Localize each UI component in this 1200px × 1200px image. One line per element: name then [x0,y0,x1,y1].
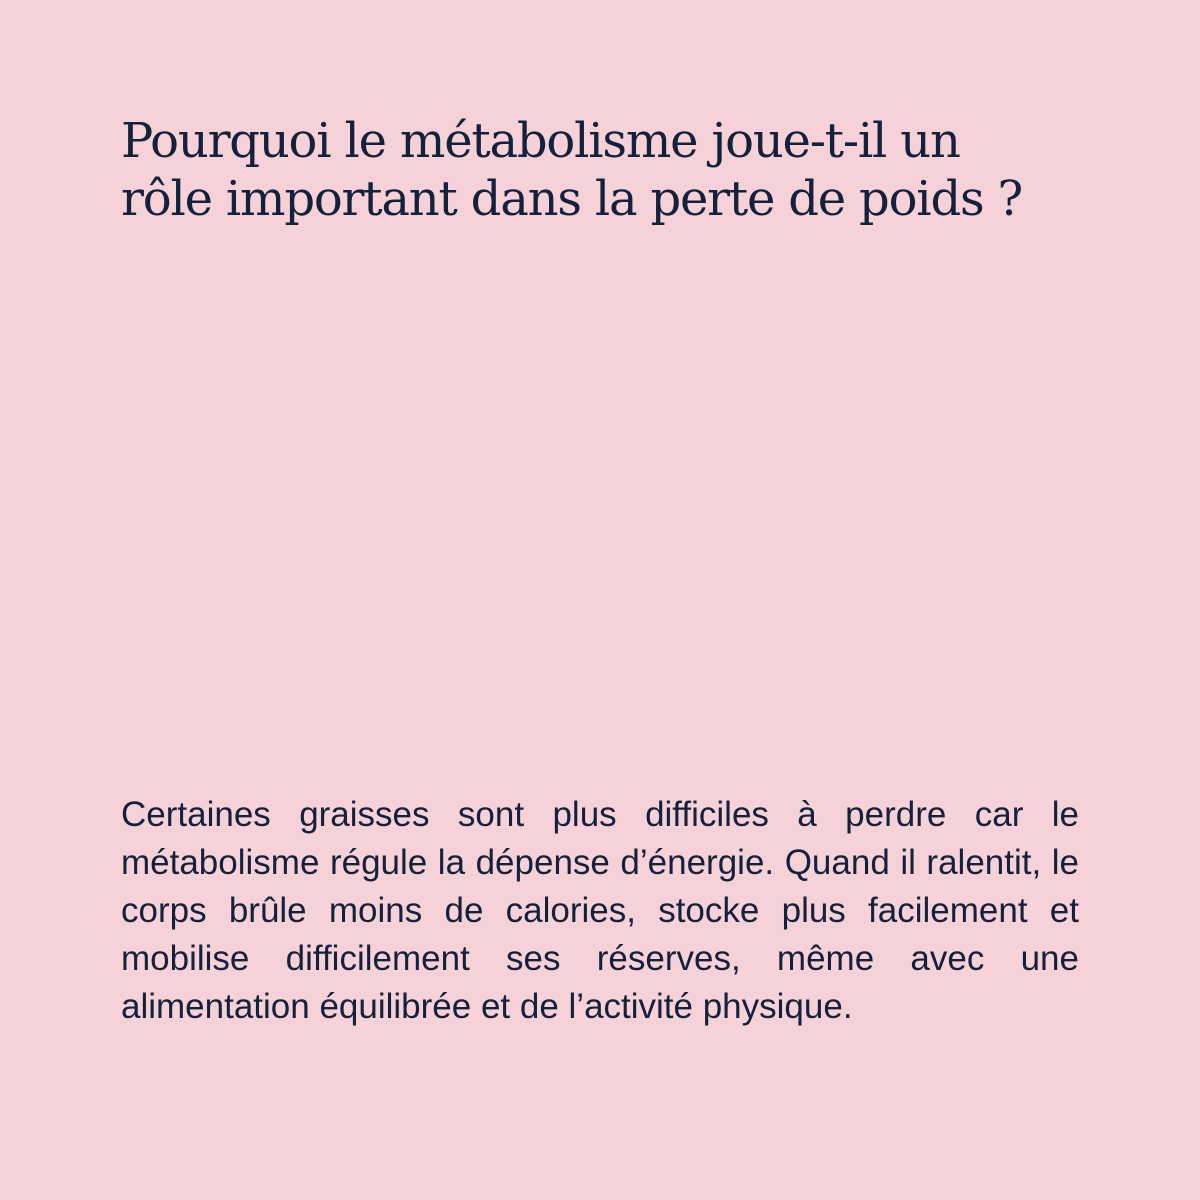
body-paragraph: Certaines graisses sont plus difficiles à perdre car le métabolisme régule la dépense d’énergie. Quand il ralentit, le corps brûle moins de calories, stocke plus facilement et mobilise difficilement ses réserves, même avec une alimentation équilibrée et de l’activité physique. [121,795,1079,1026]
title-line-1: Pourquoi le métabolisme joue-t-il un [121,113,960,169]
title-line-2: rôle important dans la perte de poids ? [121,171,1022,227]
page-title [121,112,1121,228]
